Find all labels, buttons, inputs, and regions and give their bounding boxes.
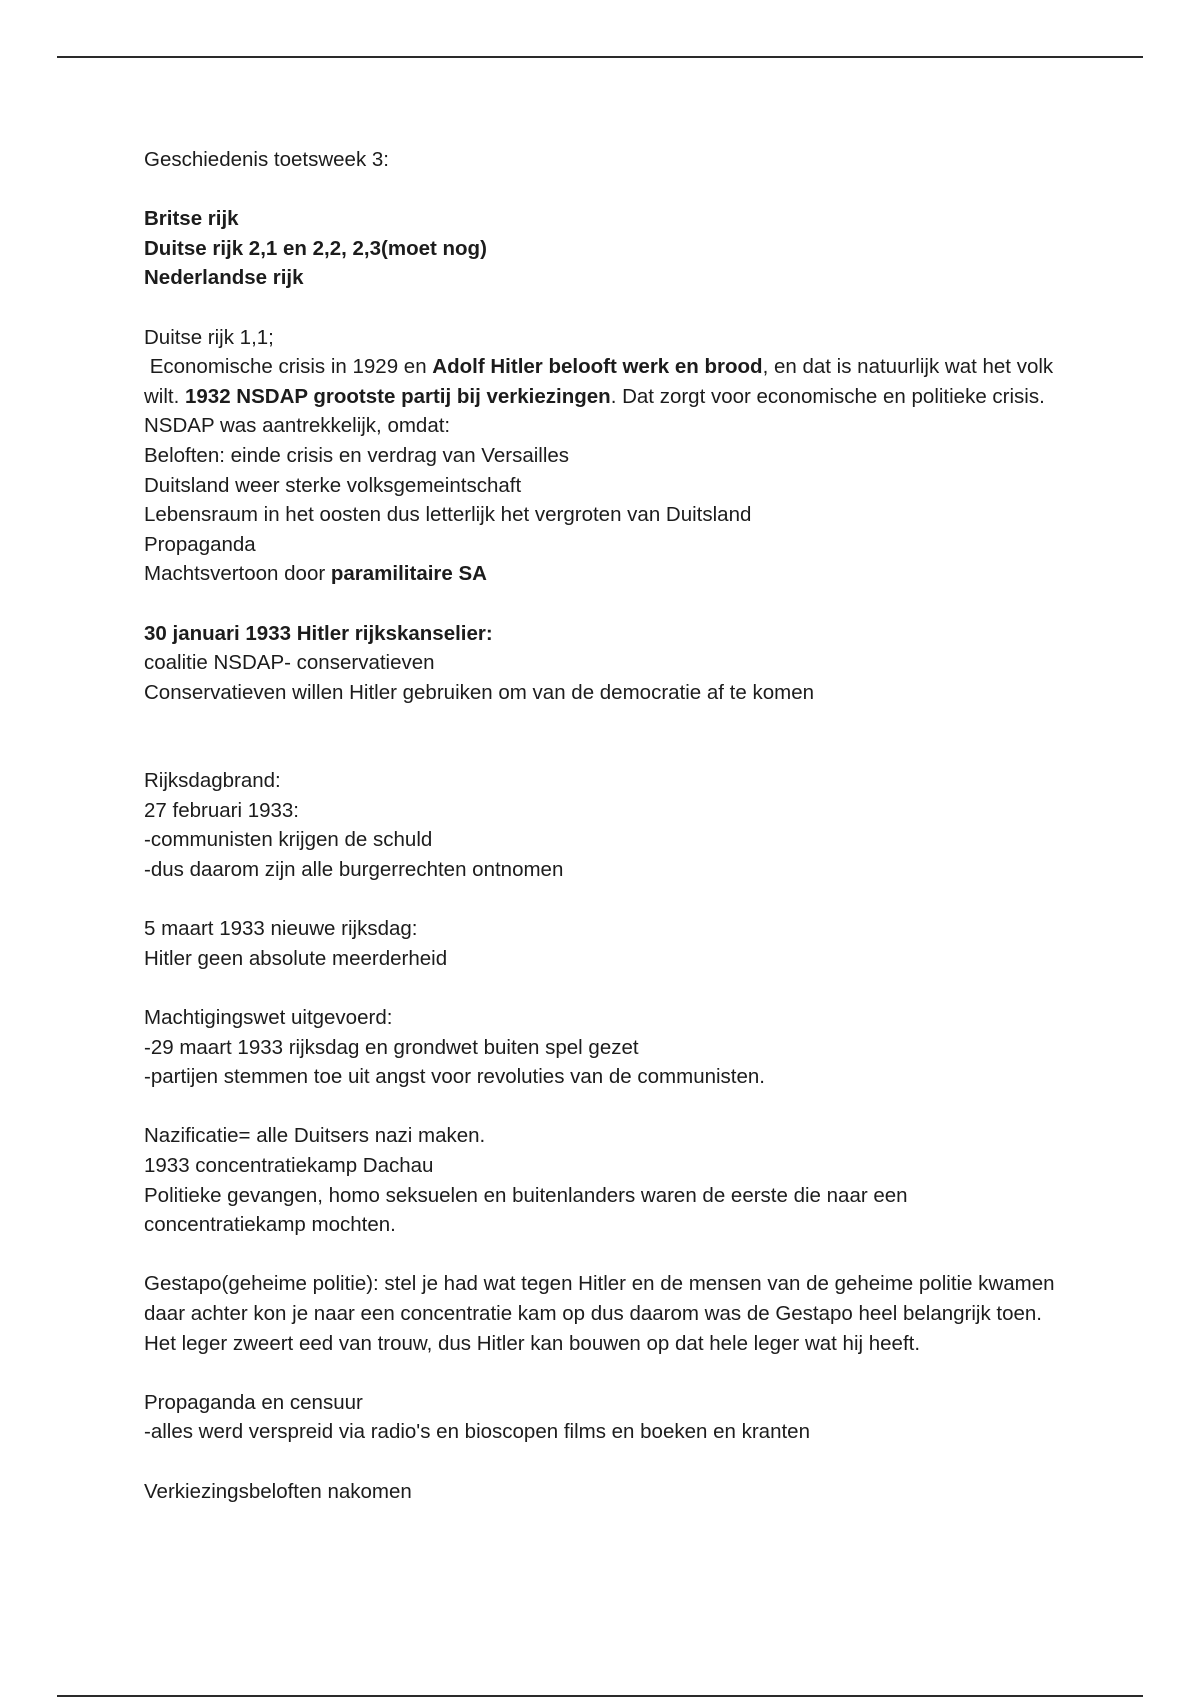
bold-text-run: 1932 NSDAP grootste partij bij verkiezingen: [185, 384, 611, 408]
list-line: Propaganda: [144, 532, 256, 556]
document-title: Geschiedenis toetsweek 3:: [144, 148, 389, 171]
text-run: . Dat zorgt voor economische en politieke crisis. NSDAP was aantrekkelijk, omdat:: [144, 384, 1051, 438]
text-line: Hitler geen absolute meerderheid: [144, 946, 448, 970]
paragraph: Gestapo(geheime politie): stel je had wat tegen Hitler en de mensen van de geheime politie kwamen daar achter kon je naar een concentratie kam op dus daarom was de Gestapo heel belangrijk toen. Het leger zweert eed van trouw, dus Hitler kan bouwen op dat hele leger wat hij heeft.: [144, 1272, 1061, 1355]
text-line: Politieke gevangen, homo seksuelen en buitenlanders waren de eerste die naar een concentratiekamp mochten.: [144, 1183, 914, 1237]
topic-item: Nederlandse rijk: [144, 266, 304, 290]
text-line: Rijksdagbrand:: [144, 769, 281, 793]
section-heading: 30 januari 1933 Hitler rijkskanselier:: [144, 621, 493, 645]
text-line: -partijen stemmen toe uit angst voor revoluties van de communisten.: [144, 1065, 765, 1089]
text-line: 27 februari 1933:: [144, 798, 300, 822]
text-run: Economische crisis in 1929 en: [144, 355, 433, 379]
text-run: , en dat is natuurlijk wat het volk wilt.: [144, 355, 1059, 408]
header-rule: [57, 56, 1143, 58]
document-body: [144, 145, 1064, 1506]
text-line: -alles werd verspreid via radio's en bioscopen films en boeken en kranten: [144, 1420, 810, 1444]
text-line: -dus daarom zijn alle burgerrechten ontnomen: [144, 858, 564, 882]
text-line: coalitie NSDAP- conservatieven: [144, 651, 435, 675]
text-run: Machtsvertoon door: [144, 562, 331, 586]
text-line: Machtigingswet uitgevoerd:: [144, 1006, 393, 1030]
bold-text-run: paramilitaire SA: [330, 562, 487, 586]
text-line: 1933 concentratiekamp Dachau: [144, 1154, 434, 1177]
list-line: Duitsland weer sterke volksgemeintschaft: [144, 473, 522, 497]
text-line: Verkiezingsbeloften nakomen: [144, 1479, 412, 1503]
topic-item: Duitse rijk 2,1 en 2,2, 2,3(moet nog): [144, 236, 487, 260]
bold-text-run: Adolf Hitler belooft werk en brood: [432, 355, 763, 379]
list-line: Lebensraum in het oosten dus letterlijk het vergroten van Duitsland: [144, 503, 752, 527]
list-line: [144, 559, 1064, 589]
text-line: Nazificatie= alle Duitsers nazi maken.: [144, 1124, 486, 1148]
text-line: -communisten krijgen de schuld: [144, 828, 433, 852]
text-line: 5 maart 1933 nieuwe rijksdag:: [144, 917, 418, 941]
list-line: Beloften: einde crisis en verdrag van Versailles: [144, 443, 570, 467]
topic-item: Britse rijk: [144, 207, 239, 231]
text-line: Conservatieven willen Hitler gebruiken om van de democratie af te komen: [144, 680, 815, 704]
text-line: -29 maart 1933 rijksdag en grondwet buiten spel gezet: [144, 1035, 639, 1059]
paragraph: [144, 352, 1064, 441]
footer-rule: [57, 1695, 1143, 1697]
section-heading: Duitse rijk 1,1;: [144, 325, 274, 349]
text-line: Propaganda en censuur: [144, 1390, 363, 1414]
